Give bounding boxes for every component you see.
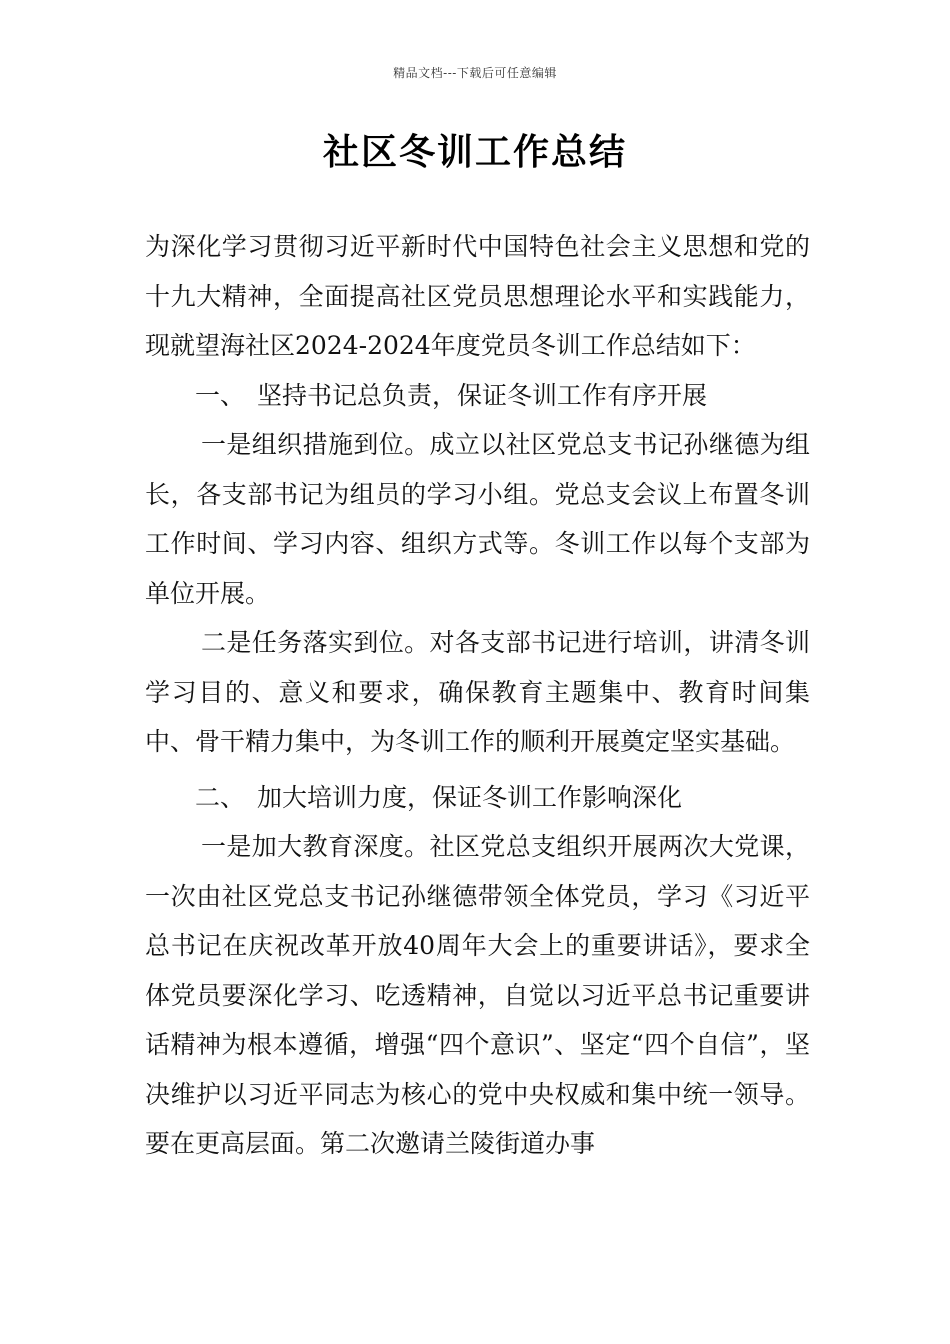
section-2-heading-text: 加大培训力度，保证冬训工作影响深化 [257, 782, 683, 812]
section-2-heading [145, 773, 810, 823]
intro-paragraph: 为深化学习贯彻习近平新时代中国特色社会主义思想和党的十九大精神，全面提高社区党员思想理论水平和实践能力，现就望海社区2024-2024年度党员冬训工作总结如下： [145, 232, 810, 360]
document-body [145, 222, 810, 1169]
section-1-heading [145, 371, 810, 421]
section-2-paragraph-1: 一是加大教育深度。社区党总支组织开展两次大党课，一次由社区党总支书记孙继德带领全体党员，学习《习近平总书记在庆祝改革开放40周年大会上的重要讲话》，要求全体党员要深化学习、吃透精神，自觉以习近平总书记重要讲话精神为根本遵循，增强“四个意识”、坚定“四个自信”，坚决维护以习近平同志为核心的党中央权威和集中统一领导。要在更高层面。第二次邀请兰陵街道办事 [145, 832, 810, 1158]
section-1-paragraph-2: 二是任务落实到位。对各支部书记进行培训，讲清冬训学习目的、意义和要求，确保教育主题集中、教育时间集中、骨干精力集中，为冬训工作的顺利开展奠定坚实基础。 [145, 628, 810, 756]
section-1-number: 一、 [195, 380, 246, 410]
document-title: 社区冬训工作总结 [322, 131, 627, 173]
header-note: 精品文档---下载后可任意编辑 [393, 66, 557, 80]
section-2-number: 二、 [195, 782, 246, 812]
section-1-heading-text: 坚持书记总负责，保证冬训工作有序开展 [257, 380, 708, 410]
section-1-paragraph-1: 一是组织措施到位。成立以社区党总支书记孙继德为组长，各支部书记为组员的学习小组。党总支会议上布置冬训工作时间、学习内容、组织方式等。冬训工作以每个支部为单位开展。 [145, 430, 810, 608]
